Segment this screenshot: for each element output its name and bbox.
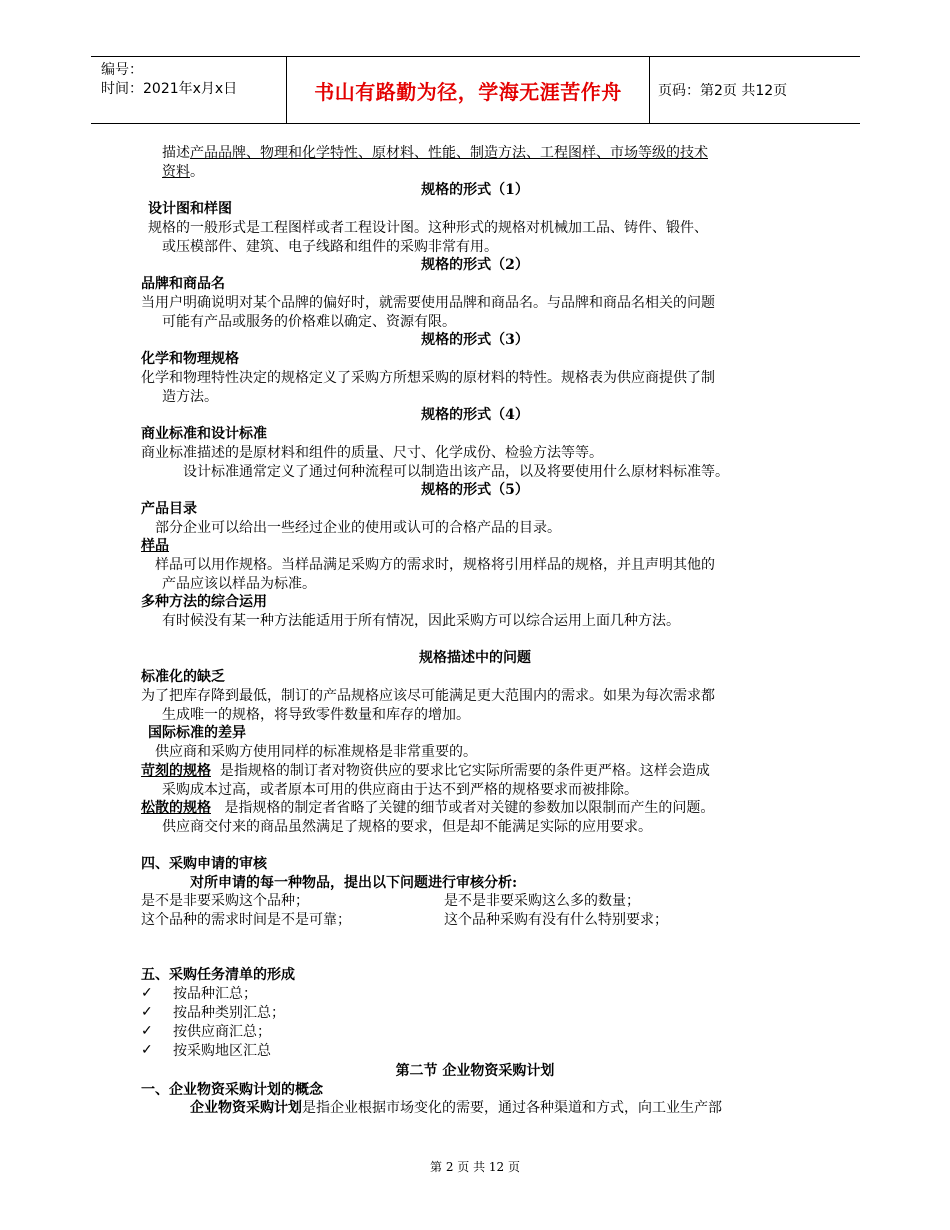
form-5-title: 产品目录: [141, 501, 197, 517]
form-3-line-1: 化学和物理特性决定的规格定义了采购方所想采购的原材料的特性。规格表为供应商提供了制: [141, 370, 715, 386]
intro-line-1: [162, 144, 708, 163]
loose-line-2: 供应商交付来的商品虽然满足了规格的要求，但是却不能满足实际的应用要求。: [162, 819, 652, 835]
combined-line-1: 有时候没有某一种方法能适用于所有情况，因此采购方可以综合运用上面几种方法。: [162, 613, 680, 629]
lack-line-1: 为了把库存降到最低，制订的产品规格应该尽可能满足更大范围内的需求。如果为每次需求都: [141, 688, 715, 704]
form-1-line-2: 或压模部件、建筑、电子线路和组件的采购非常有用。: [162, 239, 498, 255]
form-2-line-2: 可能有产品或服务的价格难以确定、资源有限。: [162, 314, 456, 330]
form-5-heading: 规格的形式（5）: [421, 482, 529, 498]
time-label: 时间：2021年x月x日: [101, 81, 238, 97]
check-icon: ✓: [141, 1004, 153, 1020]
form-3-heading: 规格的形式（3）: [421, 332, 529, 348]
page-footer: 第 2 页 共 12 页: [430, 1160, 520, 1174]
strict-text: 是指规格的制订者对物资供应的要求比它实际所需要的条件更严格。这样会造成: [219, 763, 710, 779]
sample-line-2: 产品应该以样品为标准。: [162, 576, 316, 592]
page-label: 页码：第2页 共12页: [658, 83, 788, 99]
task-list-title: 五、采购任务清单的形成: [141, 967, 295, 983]
motto-text: 书山有路勤为径，学海无涯苦作舟: [314, 79, 622, 104]
intl-title: 国际标准的差异: [148, 725, 246, 741]
intro-line-2: [162, 163, 204, 182]
form-1-title: 设计图和样图: [148, 201, 232, 217]
review-subtitle: 对所申请的每一种物品，提出以下问题进行审核分析:: [190, 875, 518, 891]
form-4-line-2: 设计标准通常定义了通过何种流程可以制造出该产品，以及将要使用什么原材料标准等。: [183, 464, 729, 480]
section2-heading: 第二节 企业物资采购计划: [395, 1063, 555, 1079]
header-motto-cell: [287, 57, 650, 123]
intro-prefix: 描述: [162, 145, 190, 161]
lack-title: 标准化的缺乏: [141, 669, 225, 685]
form-2-title: 品牌和商品名: [141, 276, 225, 292]
intl-line: 供应商和采购方使用同样的标准规格是非常重要的。: [155, 744, 477, 760]
form-4-title: 商业标准和设计标准: [141, 426, 267, 442]
check-icon: ✓: [141, 985, 153, 1001]
form-2-heading: 规格的形式（2）: [421, 257, 529, 273]
page-header: [91, 56, 860, 124]
task-item-2: 按品种类别汇总；: [173, 1005, 285, 1021]
review-q1: 是不是非要采购这个品种；: [141, 893, 309, 909]
concept-line: [190, 1099, 722, 1118]
form-4-heading: 规格的形式（4）: [421, 407, 529, 423]
concept-term: 企业物资采购计划: [190, 1100, 302, 1116]
loose-text: 是指规格的制定者省略了关键的细节或者对关键的参数加以限制而产生的问题。: [224, 800, 715, 816]
header-left-cell: [91, 57, 287, 123]
number-label: 编号：: [101, 62, 143, 78]
task-item-4: 按采购地区汇总: [173, 1043, 271, 1059]
header-page-cell: [650, 57, 860, 123]
combined-title: 多种方法的综合运用: [141, 594, 267, 610]
form-1-line-1: 规格的一般形式是工程图样或者工程设计图。这种形式的规格对机械加工品、铸件、锻件、: [148, 220, 708, 236]
check-icon: ✓: [141, 1023, 153, 1039]
check-icon: ✓: [141, 1042, 153, 1058]
intro-underlined-2: 资料: [162, 164, 190, 180]
strict-term: 苛刻的规格: [141, 763, 211, 779]
intro-end: 。: [190, 164, 204, 180]
form-4-line-1: 商业标准描述的是原材料和组件的质量、尺寸、化学成份、检验方法等等。: [141, 445, 603, 461]
concept-title: 一、企业物资采购计划的概念: [141, 1082, 323, 1098]
lack-line-2: 生成唯一的规格，将导致零件数量和库存的增加。: [162, 707, 470, 723]
review-q3: 这个品种的需求时间是不是可靠；: [141, 912, 351, 928]
problems-heading: 规格描述中的问题: [419, 650, 531, 666]
review-q2: 是不是非要采购这么多的数量；: [444, 893, 640, 909]
strict-line-2: 采购成本过高，或者原本可用的供应商由于达不到严格的规格要求而被排除。: [162, 782, 638, 798]
task-item-3: 按供应商汇总；: [173, 1024, 271, 1040]
form-3-line-2: 造方法。: [162, 389, 218, 405]
strict-line-1: [141, 762, 710, 781]
review-q4: 这个品种采购有没有什么特别要求；: [444, 912, 668, 928]
task-item-1: 按品种汇总；: [173, 986, 257, 1002]
concept-rest: 是指企业根据市场变化的需要，通过各种渠道和方式，向工业生产部: [302, 1100, 722, 1116]
form-1-heading: 规格的形式（1）: [421, 182, 529, 198]
form-5-line-1: 部分企业可以给出一些经过企业的使用或认可的合格产品的目录。: [155, 520, 561, 536]
review-title: 四、采购申请的审核: [141, 856, 267, 872]
form-3-title: 化学和物理规格: [141, 351, 239, 367]
sample-line-1: 样品可以用作规格。当样品满足采购方的需求时，规格将引用样品的规格，并且声明其他的: [155, 557, 715, 573]
loose-term: 松散的规格: [141, 800, 211, 816]
intro-underlined: 产品品牌、物理和化学特性、原材料、性能、制造方法、工程图样、市场等级的技术: [190, 145, 708, 161]
form-2-line-1: 当用户明确说明对某个品牌的偏好时，就需要使用品牌和商品名。与品牌和商品名相关的问题: [141, 295, 715, 311]
sample-title: 样品: [141, 538, 169, 554]
loose-line-1: [141, 799, 714, 818]
